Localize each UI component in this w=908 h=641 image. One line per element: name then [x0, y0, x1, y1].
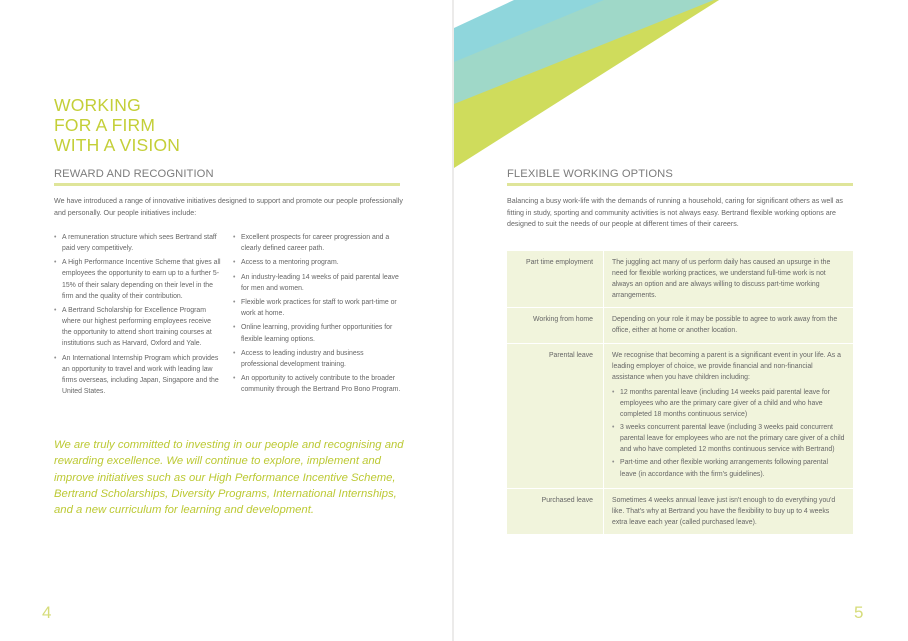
initiatives-list-right — [233, 232, 401, 399]
list-item: • 12 months parental leave (including 14 weeks paid parental leave for employees who are the primary care giver of a child and who have completed 18 months continuous service) — [612, 387, 845, 420]
list-item: • An opportunity to actively contribute to the broader community through the Bertrand Pro Bono Program. — [233, 373, 401, 395]
title-line-2: FOR A FIRM — [54, 115, 156, 135]
reward-intro: We have introduced a range of innovative initiatives designed to support and promote our people professionally and personally. Our people initiatives include: — [54, 197, 403, 217]
list-item: • Flexible work practices for staff to work part-time or work at home. — [233, 297, 401, 319]
row-label: Purchased leave — [507, 488, 604, 534]
row-description-cell — [604, 343, 854, 488]
flexible-heading: FLEXIBLE WORKING OPTIONS — [507, 168, 673, 180]
list-item: • An International Internship Program which provides an opportunity to travel and work with leading law firms overseas, including Japan, Singapore and the United States. — [54, 353, 222, 397]
parental-leave-list — [612, 387, 845, 480]
title-line-3: WITH A VISION — [54, 135, 181, 155]
initiatives-list-left — [54, 232, 222, 400]
pull-quote: We are truly committed to investing in our people and recognising and rewarding excellence. We will continue to explore, implement and improve initiatives such as our High Performance Incentive Scheme, Bertrand Scholarships, Diversity Programs, International Internships, and a new curriculum for learning and development. — [54, 439, 404, 517]
reward-heading: REWARD AND RECOGNITION — [54, 168, 214, 180]
list-item: • Access to a mentoring program. — [233, 257, 401, 268]
flexible-options-table — [507, 251, 853, 535]
list-item: • Excellent prospects for career progression and a clearly defined career path. — [233, 232, 401, 254]
list-item: • An industry-leading 14 weeks of paid parental leave for men and women. — [233, 272, 401, 294]
row-description: The juggling act many of us perform daily has caused an upsurge in the need for flexible working practices, we understand full-time work is not always an option and are always willing to discuss part-time working arrangements. — [604, 251, 854, 308]
section-divider — [54, 183, 400, 186]
page-number-left: 4 — [42, 603, 52, 622]
table-row — [507, 251, 853, 308]
table-row — [507, 488, 853, 534]
right-page — [454, 0, 908, 641]
list-item: • Online learning, providing further opportunities for flexible learning options. — [233, 322, 401, 344]
list-item: • 3 weeks concurrent parental leave (including 3 weeks paid concurrent parental leave for employees who are not the primary care giver of a child and who have completed 12 months continuous service with Bertrand) — [612, 422, 845, 455]
flexible-intro: Balancing a busy work-life with the demands of running a household, caring for significant others as well as fitting in study, sporting and community activities is not always easy. Bertrand flexible working options are designed to suit the needs of our people at different times of their careers. — [507, 197, 843, 229]
section-divider — [507, 183, 853, 186]
title-line-1: WORKING — [54, 95, 141, 115]
list-item: • A High Performance Incentive Scheme that gives all employees the opportunity to earn up to a further 5-15% of their salary depending on their level in the firm and the quality of their contribution. — [54, 257, 222, 301]
row-label: Parental leave — [507, 343, 604, 488]
left-page — [0, 0, 452, 641]
diagonal-stripes-graphic — [454, 0, 908, 170]
list-item: • A Bertrand Scholarship for Excellence Program where our highest performing employees receive the opportunity to attend short training courses at institutions such as Harvard, Oxford and Yale. — [54, 305, 222, 349]
page-title — [54, 95, 180, 155]
row-label: Part time employment — [507, 251, 604, 308]
row-description: We recognise that becoming a parent is a significant event in your life. As a leading employer of choice, we provide financial and non-financial assistance when you have children including: — [612, 351, 841, 381]
list-item: • Access to leading industry and business professional development training. — [233, 348, 401, 370]
page-number-right: 5 — [854, 603, 864, 622]
table-row — [507, 308, 853, 343]
row-description: Sometimes 4 weeks annual leave just isn't enough to do everything you'd like. That's why at Bertrand you have the flexibility to buy up to 4 weeks extra leave each year (called purchased leave). — [604, 488, 854, 534]
table-row — [507, 343, 853, 488]
row-label: Working from home — [507, 308, 604, 343]
row-description: Depending on your role it may be possible to agree to work away from the office, either at home or another location. — [604, 308, 854, 343]
list-item: • A remuneration structure which sees Bertrand staff paid very competitively. — [54, 232, 222, 254]
list-item: • Part-time and other flexible working arrangements following parental leave (in accordance with the firm's guidelines). — [612, 457, 845, 479]
